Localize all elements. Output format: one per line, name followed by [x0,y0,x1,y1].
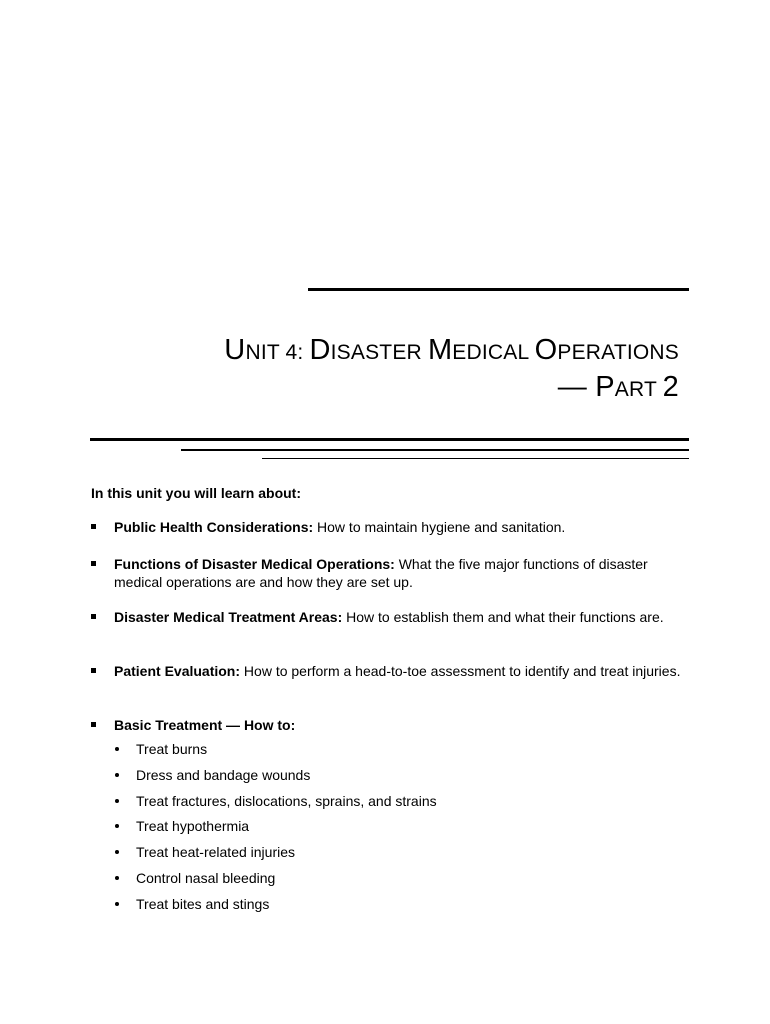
topic-text: What the five major functions of disaster medical operations are and how they are set up. [114,556,648,590]
bullet-dot-icon [115,850,119,854]
unit-title-line-1 [224,336,679,365]
bullet-dot-icon [115,876,119,880]
title-small-caps: NIT 4: [245,341,310,364]
treatment-text: Treat bites and stings [136,895,270,912]
topic-label: Basic Treatment — How to: [114,717,296,733]
treatment-item [113,740,437,766]
title-cap: O [534,334,558,366]
topic-text: How to maintain hygiene and sanitation. [313,519,566,535]
title-rule-top [308,288,689,291]
topic-label: Functions of Disaster Medical Operations: [114,556,395,572]
square-bullet-icon [91,668,96,673]
square-bullet-icon [91,722,96,727]
topic-text: How to establish them and what their functions are. [342,609,664,625]
topic-label: Patient Evaluation: [114,663,241,679]
title-cap: 2 [662,371,679,403]
title-small-caps: EDICAL [452,341,535,364]
treatment-text: Treat hypothermia [136,818,250,835]
topic-item [91,518,691,536]
treatment-item [113,843,437,869]
treatment-item [113,869,437,895]
treatment-item [113,792,437,818]
unit-title-line-2 [558,373,679,402]
treatment-item [113,817,437,843]
title-small-caps: ART [614,378,663,401]
square-bullet-icon [91,614,96,619]
title-cap: D [309,334,331,366]
title-rule-bottom-3 [262,458,689,459]
treatment-text: Treat fractures, dislocations, sprains, and strains [136,792,437,809]
treatment-text: Control nasal bleeding [136,869,276,886]
topic-item [91,716,691,734]
title-small-caps: PERATIONS [557,341,679,364]
treatment-item [113,895,437,921]
title-rule-bottom-1 [90,438,689,441]
bullet-dot-icon [115,799,119,803]
bullet-dot-icon [115,824,119,828]
bullet-dot-icon [115,902,119,906]
title-rule-bottom-2 [181,449,689,451]
topic-item [91,555,691,591]
treatment-text: Dress and bandage wounds [136,766,311,783]
title-cap: U [224,334,246,366]
bullet-dot-icon [115,747,119,751]
intro-heading: In this unit you will learn about: [91,485,301,501]
treatment-item [113,766,437,792]
title-cap: M [427,334,453,366]
title-cap: — P [557,371,615,403]
treatment-list [113,740,437,921]
topic-label: Public Health Considerations: [114,519,314,535]
title-small-caps: ISASTER [330,341,428,364]
topic-label: Disaster Medical Treatment Areas: [114,609,343,625]
topic-item [91,608,691,626]
treatment-text: Treat burns [136,741,208,757]
bullet-dot-icon [115,773,119,777]
topic-text: How to perform a head-to-toe assessment to identify and treat injuries. [240,663,681,679]
treatment-text: Treat heat-related injuries [136,844,296,861]
square-bullet-icon [91,561,96,566]
square-bullet-icon [91,524,96,529]
topic-item [91,662,691,680]
